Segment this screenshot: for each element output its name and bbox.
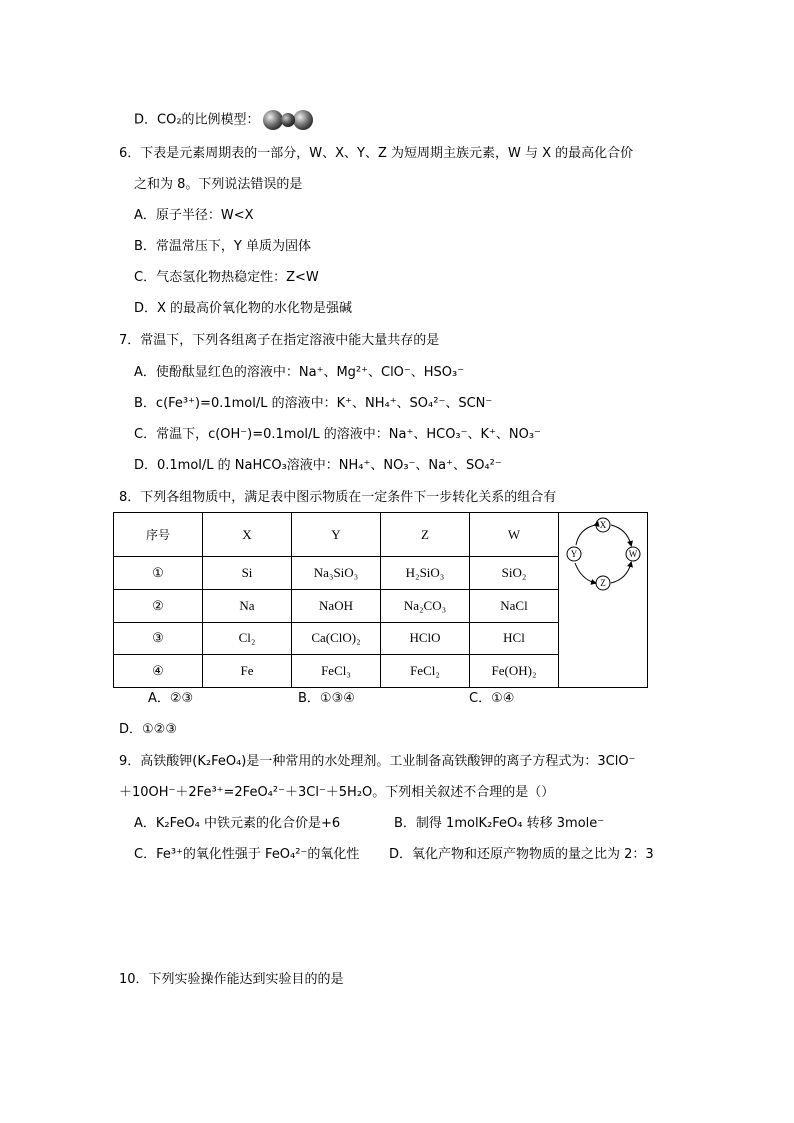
table-cell: Ca(ClO)₂ (292, 622, 381, 655)
table-cell: SiO₂ (470, 557, 559, 590)
q6-option-a: A．原子半径：W<X (134, 208, 254, 223)
q5-option-d-text: D．CO₂的比例模型： (134, 112, 260, 128)
header-cell: 序号 (114, 513, 203, 557)
table-cell: ① (114, 557, 203, 590)
q9-stem-line2: ＋10OH⁻＋2Fe³⁺=2FeO₄²⁻＋3Cl⁻＋5H₂O。下列相关叙述不合理的是（） (119, 785, 555, 800)
table-cell: ④ (114, 655, 203, 688)
q6-option-c: C．气态氢化物热稳定性：Z<W (134, 270, 319, 285)
table-cell: Na (203, 589, 292, 622)
q7-option-d: D．0.1mol/L 的 NaHCO₃溶液中：NH₄⁺、NO₃⁻、Na⁺、SO₄²⁻ (134, 458, 502, 473)
table-cell: NaCl (470, 589, 559, 622)
header-cell: X (203, 513, 292, 557)
table-cell: Fe (203, 655, 292, 688)
conversion-cycle-diagram (559, 513, 647, 683)
table-cell: Na₂CO₃ (381, 589, 470, 622)
q7-option-c: C．常温下，c(OH⁻)=0.1mol/L 的溶液中：Na⁺、HCO₃⁻、K⁺、NO₃⁻ (134, 427, 541, 442)
q6-stem-line2: 之和为 8。下列说法错误的是 (134, 177, 303, 192)
header-cell: W (470, 513, 559, 557)
q7-option-a: A．使酚酞显红色的溶液中：Na⁺、Mg²⁺、ClO⁻、HSO₃⁻ (134, 365, 465, 380)
cycle-node-x: X (599, 520, 607, 530)
q7-stem: 7．常温下，下列各组离子在指定溶液中能大量共存的是 (119, 333, 440, 348)
q6-option-b: B．常温常压下，Y 单质为固体 (134, 239, 311, 254)
q6-option-d: D．X 的最高价氧化物的水化物是强碱 (134, 301, 353, 316)
cycle-node-w: W (628, 549, 638, 559)
q9-option-c: C．Fe³⁺的氧化性强于 FeO₄²⁻的氧化性 (134, 847, 360, 862)
q9-option-a: A．K₂FeO₄ 中铁元素的化合价是+6 (134, 816, 341, 831)
q9-stem-line1: 9．高铁酸钾(K₂FeO₄)是一种常用的水处理剂。工业制备高铁酸钾的离子方程式为：3ClO⁻ (119, 754, 636, 769)
table-header-row (114, 513, 648, 557)
cycle-node-z: Z (600, 578, 606, 588)
table-cell: FeCl₂ (381, 655, 470, 688)
q8-option-a: A．②③ (148, 691, 194, 706)
table-cell: H₂SiO₃ (381, 557, 470, 590)
table-cell: Cl₂ (203, 622, 292, 655)
q10-stem: 10．下列实验操作能达到实验目的的是 (119, 972, 344, 987)
table-cell: Na₃SiO₃ (292, 557, 381, 590)
q8-stem: 8．下列各组物质中，满足表中图示物质在一定条件下一步转化关系的组合有 (119, 490, 557, 505)
table-cell: HClO (381, 622, 470, 655)
table-cell: HCl (470, 622, 559, 655)
table-cell: FeCl₃ (292, 655, 381, 688)
table-cell: Fe(OH)₂ (470, 655, 559, 688)
q6-stem-line1: 6．下表是元素周期表的一部分，W、X、Y、Z 为短周期主族元素，W 与 X 的最高化合价 (119, 146, 634, 161)
table-cell: Si (203, 557, 292, 590)
co2-ball-model-icon (262, 109, 314, 131)
q8-option-d: D．①②③ (119, 722, 177, 737)
cycle-diagram-cell (559, 513, 648, 688)
q9-option-d: D．氧化产物和还原产物物质的量之比为 2：3 (389, 847, 654, 862)
q7-option-b: B．c(Fe³⁺)=0.1mol/L 的溶液中：K⁺、NH₄⁺、SO₄²⁻、SCN⁻ (134, 396, 493, 411)
table-cell: NaOH (292, 589, 381, 622)
q5-option-d (134, 109, 314, 131)
cycle-node-y: Y (570, 549, 578, 559)
q8-option-c: C．①④ (469, 691, 515, 706)
header-cell: Z (381, 513, 470, 557)
q9-option-b: B．制得 1molK₂FeO₄ 转移 3mole⁻ (394, 816, 605, 831)
q8-table (113, 512, 648, 688)
table-cell: ② (114, 589, 203, 622)
header-cell: Y (292, 513, 381, 557)
q8-option-b: B．①③④ (298, 691, 355, 706)
table-cell: ③ (114, 622, 203, 655)
